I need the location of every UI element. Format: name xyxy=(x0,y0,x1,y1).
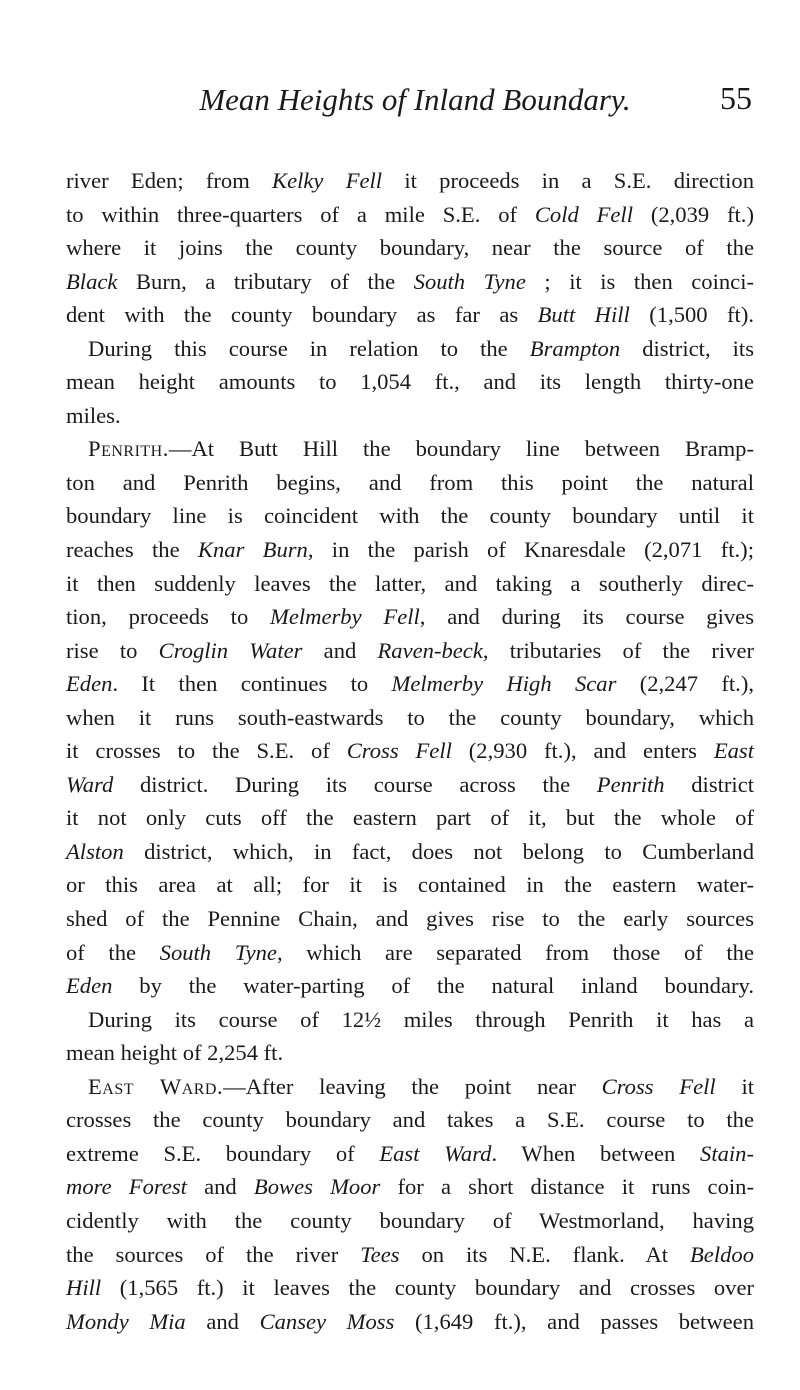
text-line: mean height of 2,254 ft. xyxy=(66,1040,284,1066)
text-line: boundary line is coincident with the county boundary until it xyxy=(66,503,754,529)
text-line: when it runs south-eastwards to the county boundary, which xyxy=(66,704,754,730)
text-line: East Ward.—After leaving the point near Cross Fell it xyxy=(88,1073,754,1099)
text-line: Hill (1,565 ft.) it leaves the county boundary and crosses over xyxy=(66,1275,754,1301)
body-text xyxy=(66,164,754,1338)
text-line: Eden by the water-parting of the natural inland boundary. xyxy=(66,973,754,999)
text-line: Penrith.—At Butt Hill the boundary line between Bramp- xyxy=(88,436,754,462)
text-line: where it joins the county boundary, near the source of the xyxy=(66,235,754,261)
text-line: Eden. It then continues to Melmerby High Scar (2,247 ft.), xyxy=(66,671,754,697)
text-line: river Eden; from Kelky Fell it proceeds in a S.E. direction xyxy=(66,168,754,193)
text-line: During its course of 12½ miles through Penrith it has a xyxy=(88,1006,754,1032)
running-title: Mean Heights of Inland Boundary. xyxy=(199,82,631,117)
text-line: Mondy Mia and Cansey Moss (1,649 ft.), and passes between xyxy=(66,1308,754,1334)
page-number: 55 xyxy=(720,80,752,116)
text-line: Alston district, which, in fact, does not belong to Cumberland xyxy=(66,838,754,864)
text-line: cidently with the county boundary of Westmorland, having xyxy=(66,1207,754,1233)
text-line: it crosses to the S.E. of Cross Fell (2,930 ft.), and enters East xyxy=(66,738,754,764)
text-line: to within three-quarters of a mile S.E. of Cold Fell (2,039 ft.) xyxy=(66,201,754,227)
text-line: of the South Tyne, which are separated from those of the xyxy=(66,939,754,965)
text-line: ton and Penrith begins, and from this point the natural xyxy=(66,469,754,495)
text-line: or this area at all; for it is contained in the eastern water- xyxy=(66,872,754,898)
text-line: tion, proceeds to Melmerby Fell, and during its course gives xyxy=(66,604,754,630)
text-line: more Forest and Bowes Moor for a short distance it runs coin- xyxy=(66,1174,754,1200)
text-line: reaches the Knar Burn, in the parish of Knaresdale (2,071 ft.); xyxy=(66,537,754,563)
text-line: Black Burn, a tributary of the South Tyne ; it is then coinci- xyxy=(66,268,754,294)
text-line: it then suddenly leaves the latter, and taking a southerly direc- xyxy=(66,570,754,596)
text-line: the sources of the river Tees on its N.E. flank. At Beldoo xyxy=(66,1241,754,1267)
text-line: miles. xyxy=(66,402,121,428)
text-line: crosses the county boundary and takes a S.E. course to the xyxy=(66,1107,754,1133)
page-header xyxy=(0,76,800,126)
text-line: extreme S.E. boundary of East Ward. When between Stain- xyxy=(66,1140,754,1166)
text-line: dent with the county boundary as far as Butt Hill (1,500 ft). xyxy=(66,302,755,328)
text-line: During this course in relation to the Brampton district, its xyxy=(88,335,754,361)
text-line: mean height amounts to 1,054 ft., and its length thirty-one xyxy=(66,369,754,395)
text-line: Ward district. During its course across the Penrith district xyxy=(66,771,755,797)
text-line: it not only cuts off the eastern part of it, but the whole of xyxy=(66,805,754,831)
text-line: shed of the Pennine Chain, and gives rise to the early sources xyxy=(66,906,754,932)
text-line: rise to Croglin Water and Raven-beck, tributaries of the river xyxy=(66,637,755,663)
